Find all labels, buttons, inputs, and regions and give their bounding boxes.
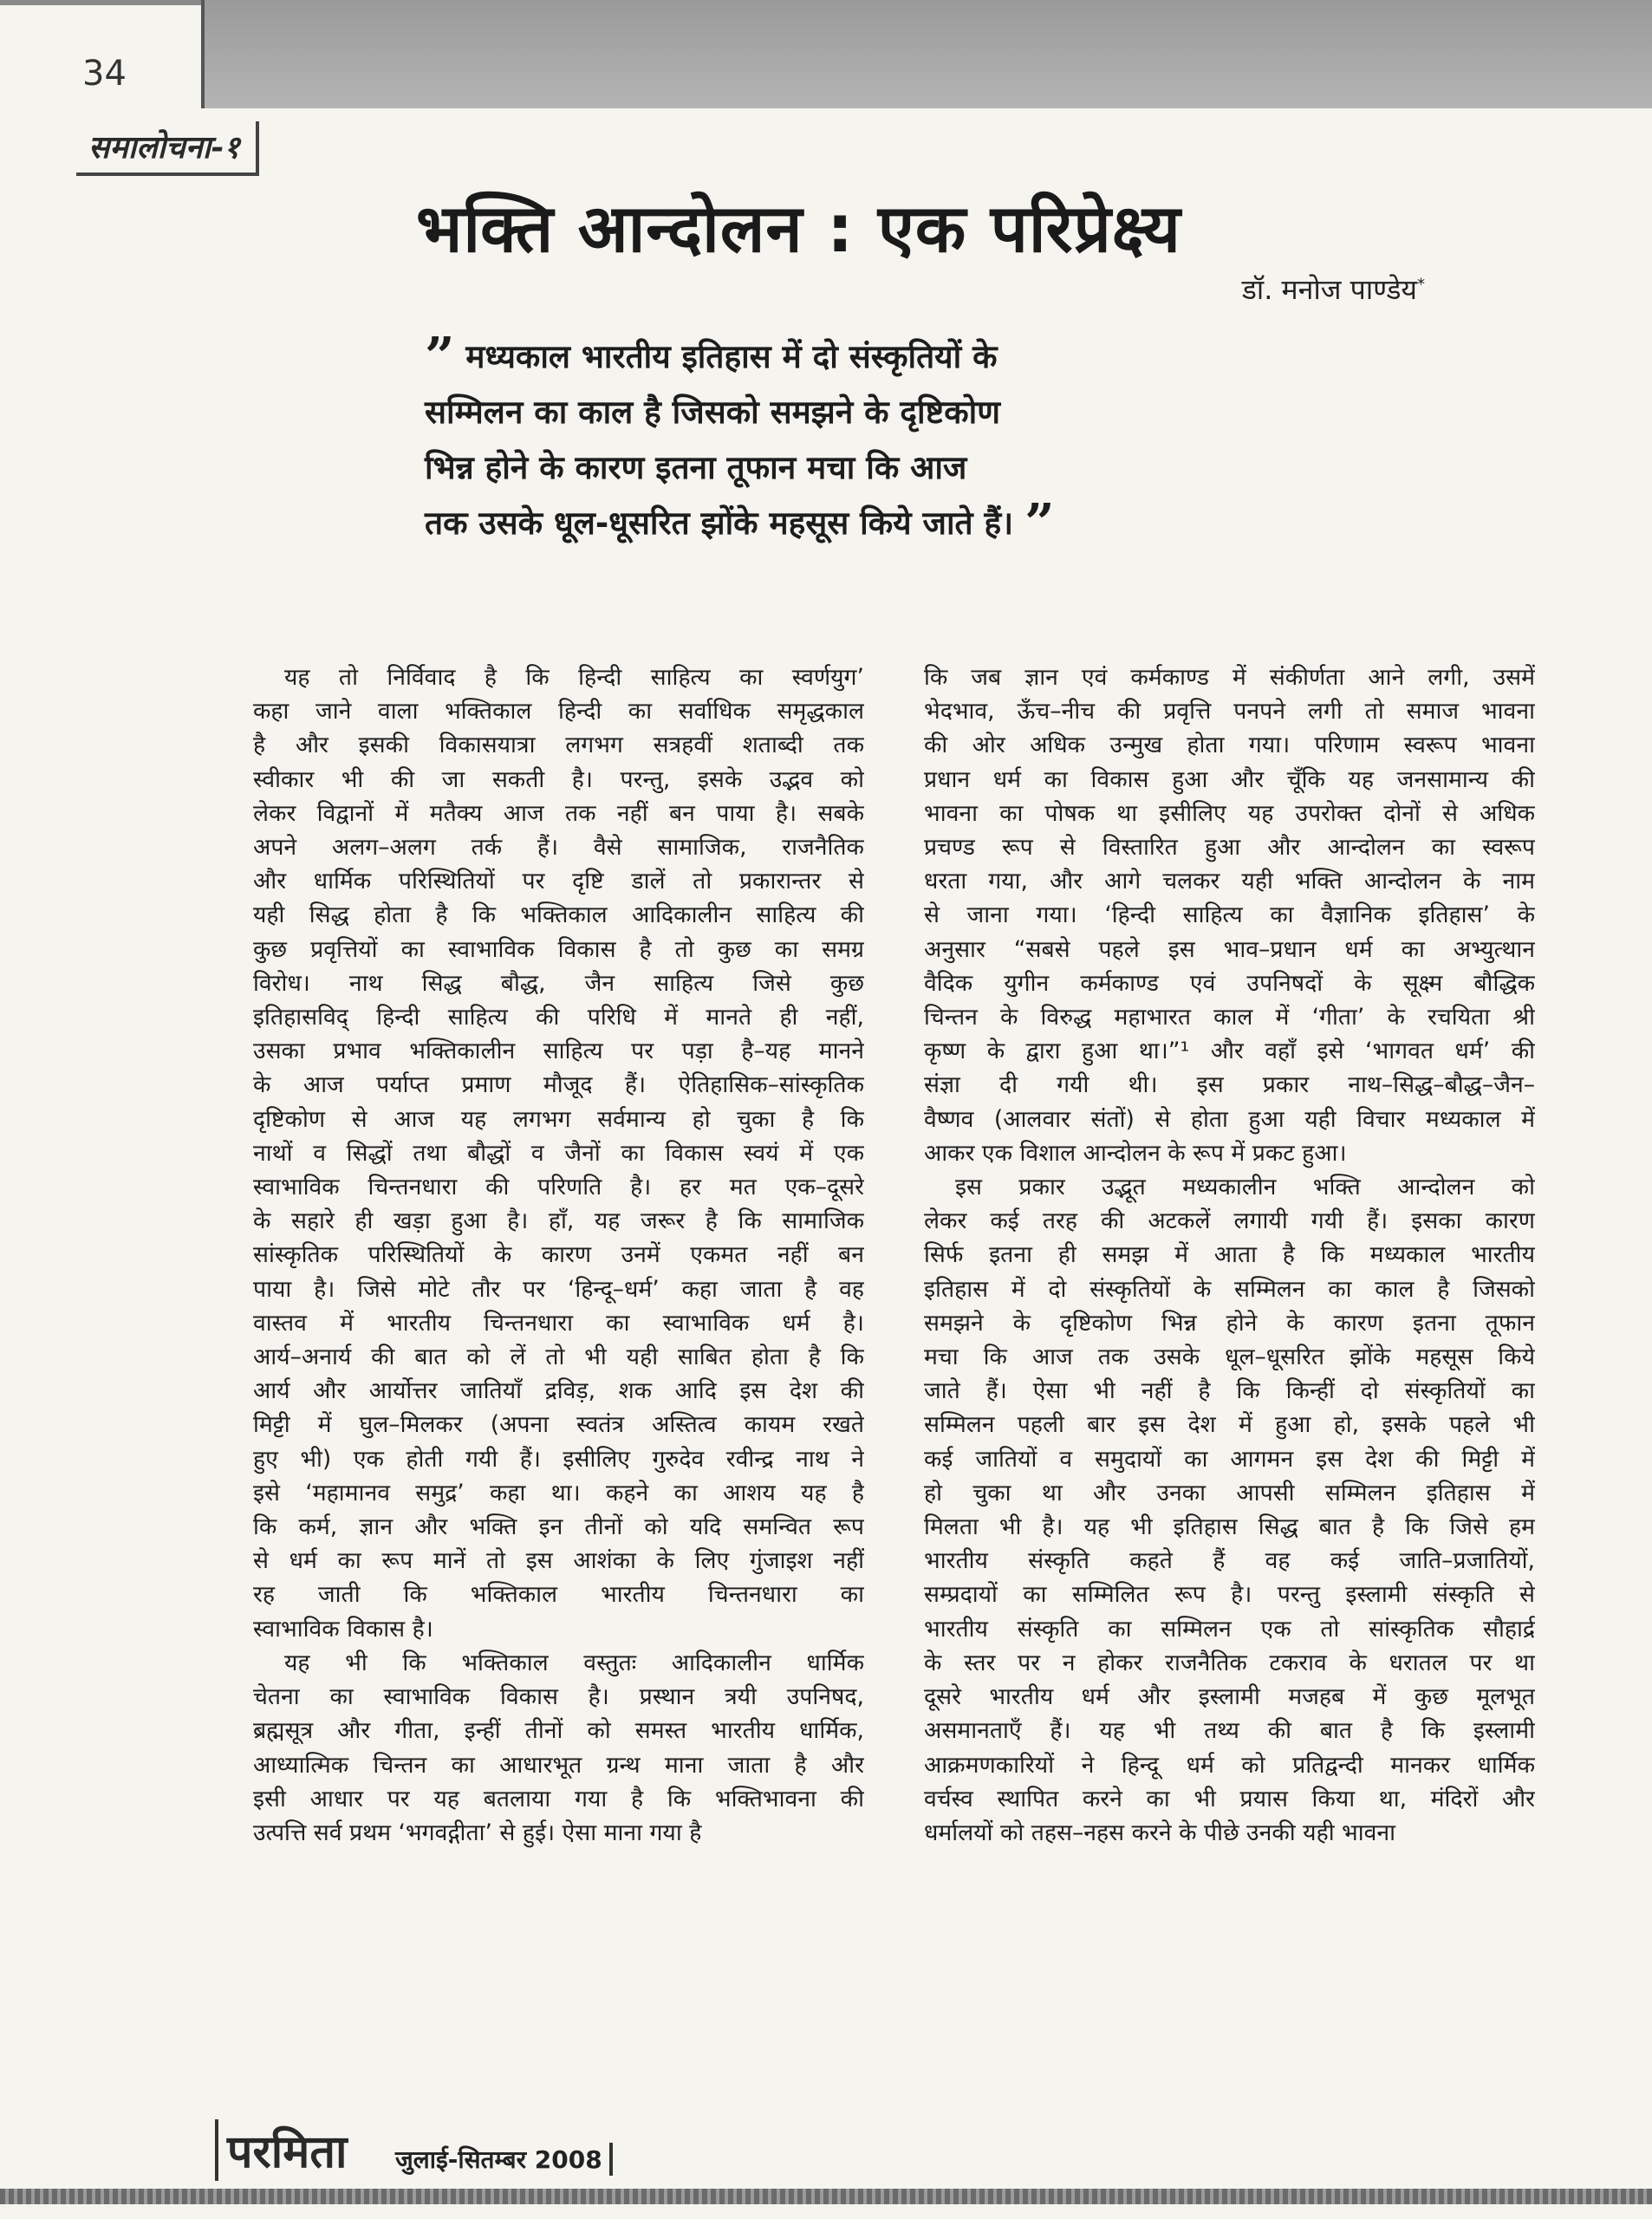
pull-quote: [425, 327, 1413, 554]
body-text-line: कहा जाने वाला भक्तिकाल हिन्दी का सर्वाधिक समृद्धकाल: [253, 698, 864, 726]
body-text-line: वैष्णव (आलवार संतों) से होता हुआ यही विचार मध्यकाल में: [924, 1105, 1535, 1133]
body-text-line: वर्चस्व स्थापित करने का भी प्रयास किया था, मंदिरों और: [924, 1785, 1535, 1812]
body-text-line: के सहारे ही खड़ा हुआ है। हाँ, यह जरूर है कि सामाजिक: [253, 1207, 864, 1235]
pull-quote-line: [425, 329, 1413, 385]
body-text-line: जाते हैं। ऐसा भी नहीं है कि किन्हीं दो संस्कृतियों का: [924, 1377, 1535, 1405]
body-text-line: इसे ‘महामानव समुद्र’ कहा था। कहने का आशय यह है: [253, 1479, 864, 1506]
close-quote-mark: ”: [1024, 493, 1055, 554]
body-text-line: वास्तव में भारतीय चिन्तनधारा का स्वाभाविक धर्म है।: [253, 1309, 864, 1337]
body-text-line: स्वाभाविक विकास है।: [253, 1615, 433, 1643]
body-text-line: वैदिक युगीन कर्मकाण्ड एवं उपनिषदों के सूक्ष्म बौद्धिक: [924, 969, 1535, 997]
body-text-line: सांस्कृतिक परिस्थितियों के कारण उनमें एकमत नहीं बन: [253, 1241, 864, 1269]
body-text-line: स्वीकार भी की जा सकती है। परन्तु, इसके उद्भव को: [253, 765, 864, 793]
body-text-line: भावना का पोषक था इसीलिए यह उपरोक्त दोनों से अधिक: [924, 799, 1535, 827]
section-label: समालोचना-१: [76, 121, 259, 176]
body-text-line: धर्मालयों को तहस–नहस करने के पीछे उनकी यही भावना: [924, 1819, 1396, 1846]
body-text-line: रह जाती कि भक्तिकाल भारतीय चिन्तनधारा का: [253, 1581, 864, 1609]
body-text-line: इसी आधार पर यह बतलाया गया है कि भक्तिभावना की: [253, 1785, 864, 1812]
pull-quote-line: सम्मिलन का काल है जिसको समझने के दृष्टिकोण: [425, 394, 1001, 431]
body-text-line: प्रचण्ड रूप से विस्तारित हुआ और आन्दोलन का स्वरूप: [924, 834, 1535, 862]
header-rule: [0, 0, 205, 5]
body-text-line: लेकर विद्वानों में मतैक्य आज तक नहीं बन पाया है। सबके: [253, 799, 864, 827]
body-text-line: से जाना गया। ‘हिन्दी साहित्य का वैज्ञानिक इतिहास’ के: [924, 901, 1535, 929]
body-text-line: समझने के दृष्टिकोण भिन्न होने के कारण इतना तूफान: [924, 1309, 1535, 1337]
body-text-line: भेदभाव, ऊँच–नीच की प्रवृत्ति पनपने लगी तो समाज भावना: [924, 698, 1535, 726]
body-text-line: मिलता भी है। यह भी इतिहास सिद्ध बात है कि जिसे हम: [924, 1513, 1535, 1541]
body-text-line: के आज पर्याप्त प्रमाण मौजूद हैं। ऐतिहासिक–सांस्कृतिक: [253, 1071, 864, 1099]
body-text-line: आक्रमणकारियों ने हिन्दू धर्म को प्रतिद्वन्दी मानकर धार्मिक: [924, 1751, 1535, 1779]
pull-quote-line: [425, 493, 1413, 554]
body-text-line: प्रधान धर्म का विकास हुआ और चूँकि यह जनसामान्य की: [924, 765, 1535, 793]
body-text-line: धरता गया, और आगे चलकर यही भक्ति आन्दोलन के नाम: [924, 868, 1535, 895]
body-text-line: संज्ञा दी गयी थी। इस प्रकार नाथ–सिद्ध–बौद्ध–जैन–: [924, 1071, 1535, 1099]
body-text-line: नाथों व सिद्धों तथा बौद्धों व जैनों का विकास स्वयं में एक: [253, 1139, 864, 1167]
body-text-line: आर्य–अनार्य की बात को लें तो भी यही साबित होता है कि: [253, 1344, 864, 1371]
body-text-line: इतिहासविद् हिन्दी साहित्य की परिधि में मानते ही नहीं,: [253, 1004, 864, 1031]
body-text-line: अनुसार “सबसे पहले इस भाव–प्रधान धर्म का अभ्युत्थान: [924, 935, 1535, 963]
body-text-line: सिर्फ इतना ही समझ में आता है कि मध्यकाल भारतीय: [924, 1241, 1535, 1269]
body-text-line: भारतीय संस्कृति कहते हैं वह कई जाति–प्रजातियों,: [924, 1547, 1535, 1575]
issue-date: जुलाई-सितम्बर 2008: [395, 2143, 613, 2176]
pull-quote-text: तक उसके धूल-धूसरित झोंके महसूस किये जाते हैं।: [425, 504, 1014, 542]
body-text-line: आर्य और आर्योत्तर जातियाँ द्रविड़, शक आदि इस देश की: [253, 1377, 864, 1405]
body-text-line: हुए भी) एक होती गयी हैं। इसीलिए गुरुदेव रवीन्द्र नाथ ने: [253, 1445, 864, 1473]
body-text-line: कि जब ज्ञान एवं कर्मकाण्ड में संकीर्णता आने लगी, उसमें: [924, 664, 1535, 691]
body-text-line: असमानताएँ हैं। यह भी तथ्य की बात है कि इस्लामी: [924, 1717, 1535, 1745]
body-text-line: कई जातियों व समुदायों का आगमन इस देश की मिट्टी में: [924, 1445, 1535, 1473]
body-text-line: की ओर अधिक उन्मुख होता गया। परिणाम स्वरूप भावना: [924, 732, 1535, 759]
pull-quote-text: मध्यकाल भारतीय इतिहास में दो संस्कृतियों के: [465, 338, 998, 375]
body-text-line: चिन्तन के विरुद्ध महाभारत काल में ‘गीता’ के रचयिता श्री: [924, 1004, 1535, 1031]
header-divider: [201, 0, 205, 108]
body-text-line: अपने अलग–अलग तर्क हैं। वैसे सामाजिक, राजनैतिक: [253, 834, 864, 862]
page-number: 34: [82, 54, 127, 94]
body-text-line: यही सिद्ध होता है कि भक्तिकाल आदिकालीन साहित्य की: [253, 901, 864, 929]
body-text-line: भारतीय संस्कृति का सम्मिलन एक तो सांस्कृतिक सौहार्द्र: [924, 1615, 1535, 1643]
body-text-line: कृष्ण के द्वारा हुआ था।”¹ और वहाँ इसे ‘भागवत धर्म’ की: [924, 1038, 1535, 1065]
body-text-line: आकर एक विशाल आन्दोलन के रूप में प्रकट हुआ।: [924, 1139, 1347, 1167]
open-quote-mark: ”: [425, 327, 455, 387]
body-column-right: [924, 660, 1535, 1850]
body-text-line: पाया है। जिसे मोटे तौर पर ‘हिन्दू–धर्म’ कहा जाता है वह: [253, 1275, 864, 1303]
body-text-line: उत्पत्ति सर्व प्रथम ‘भगवद्गीता’ से हुई। ऐसा माना गया है: [253, 1819, 702, 1846]
body-text-line: सम्प्रदायों का सम्मिलित रूप है। परन्तु इस्लामी संस्कृति से: [924, 1581, 1535, 1609]
body-text-line: विरोध। नाथ सिद्ध बौद्ध, जैन साहित्य जिसे कुछ: [253, 969, 864, 997]
author-footnote-mark: *: [1417, 275, 1425, 294]
body-text-line: सम्मिलन पहली बार इस देश में हुआ हो, इसके पहले भी: [924, 1411, 1535, 1439]
body-text-line: के स्तर पर न होकर राजनैतिक टकराव के धरातल पर था: [924, 1649, 1535, 1676]
header-band: [205, 0, 1652, 108]
body-text-line: यह तो निर्विवाद है कि हिन्दी साहित्य का स्वर्णयुग’: [284, 664, 864, 691]
body-text-line: दृष्टिकोण से आज यह लगभग सर्वमान्य हो चुका है कि: [253, 1105, 864, 1133]
body-text-line: इस प्रकार उद्भूत मध्यकालीन भक्ति आन्दोलन को: [955, 1174, 1535, 1201]
body-text-line: उसका प्रभाव भक्तिकालीन साहित्य पर पड़ा है–यह मानने: [253, 1038, 864, 1065]
body-text-line: मिट्टी में घुल–मिलकर (अपना स्वतंत्र अस्तित्व कायम रखते: [253, 1411, 864, 1439]
body-text-line: ब्रह्मसूत्र और गीता, इन्हीं तीनों को समस्त भारतीय धार्मिक,: [253, 1717, 864, 1745]
body-text-line: इतिहास में दो संस्कृतियों के सम्मिलन का काल है जिसको: [924, 1275, 1535, 1303]
body-text-line: है और इसकी विकासयात्रा लगभग सत्रहवीं शताब्दी तक: [253, 732, 864, 759]
body-text-line: लेकर कई तरह की अटकलें लगायी गयी हैं। इसका कारण: [924, 1207, 1535, 1235]
author-byline: [1242, 270, 1425, 308]
body-text-line: यह भी कि भक्तिकाल वस्तुतः आदिकालीन धार्मिक: [284, 1649, 864, 1676]
article-title: भक्ति आन्दोलन : एक परिप्रेक्ष्य: [416, 190, 1181, 267]
body-text-line: कुछ प्रवृत्तियों का स्वाभाविक विकास है तो कुछ का समग्र: [253, 935, 864, 963]
body-text-line: से धर्म का रूप मानें तो इस आशंका के लिए गुंजाइश नहीं: [253, 1547, 864, 1575]
footer-band: [0, 2189, 1652, 2204]
body-text-line: स्वाभाविक चिन्तनधारा की परिणति है। हर मत एक–दूसरे: [253, 1174, 864, 1201]
author-name: डॉ. मनोज पाण्डेय: [1241, 273, 1417, 306]
body-text-line: हो चुका था और उनका आपसी सम्मिलन इतिहास में: [924, 1479, 1535, 1506]
body-column-left: [253, 660, 864, 1850]
body-text-line: मचा कि आज तक उसके धूल–धूसरित झोंके महसूस किये: [924, 1344, 1535, 1371]
body-text-line: चेतना का स्वाभाविक विकास है। प्रस्थान त्रयी उपनिषद,: [253, 1683, 864, 1711]
body-text-line: दूसरे भारतीय धर्म और इस्लामी मजहब में कुछ मूलभूत: [924, 1683, 1535, 1711]
magazine-logo: परमिता: [215, 2119, 347, 2181]
body-text-line: कि कर्म, ज्ञान और भक्ति इन तीनों को यदि समन्वित रूप: [253, 1513, 864, 1541]
body-text-line: और धार्मिक परिस्थितियों पर दृष्टि डालें तो प्रकारान्तर से: [253, 868, 864, 895]
pull-quote-line: भिन्न होने के कारण इतना तूफान मचा कि आज: [425, 449, 967, 486]
body-text-line: आध्यात्मिक चिन्तन का आधारभूत ग्रन्थ माना जाता है और: [253, 1751, 864, 1779]
